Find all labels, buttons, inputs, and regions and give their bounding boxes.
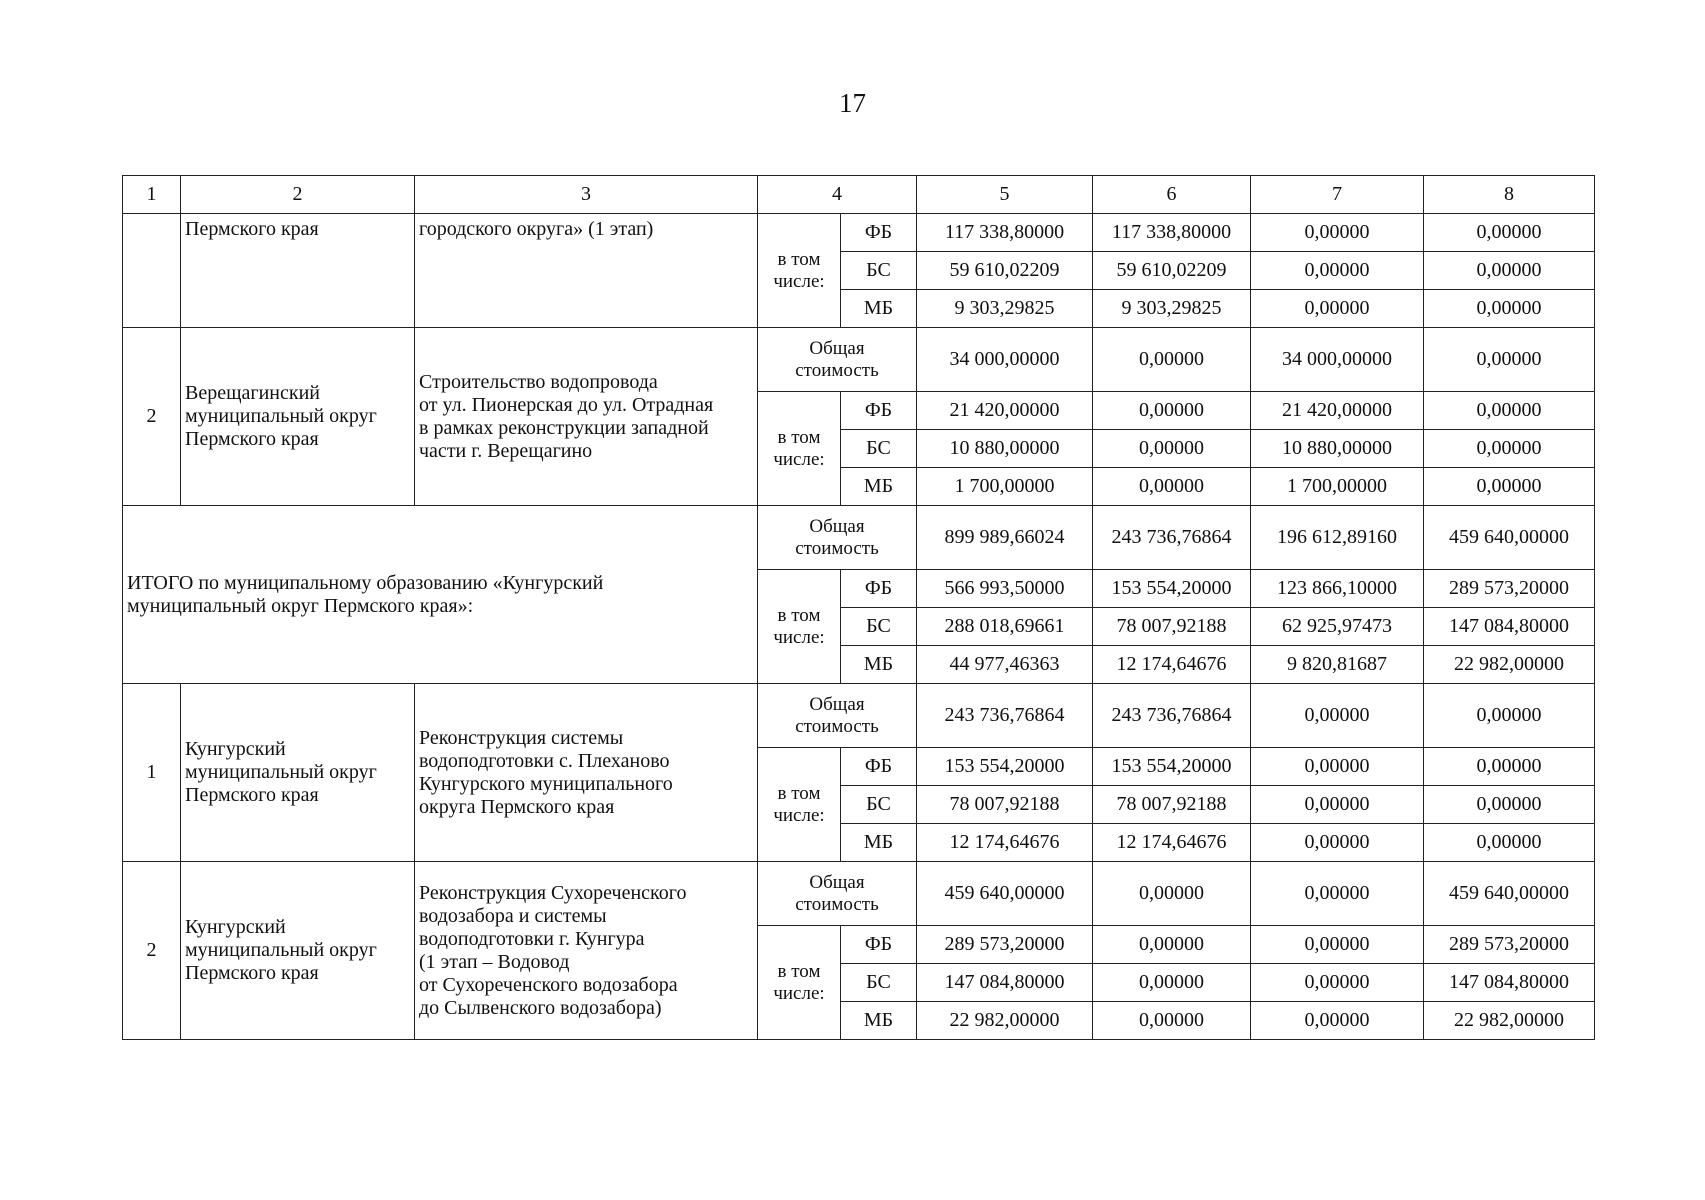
- value-cell: 196 612,89160: [1251, 506, 1424, 570]
- header-cell: 8: [1424, 176, 1595, 214]
- municipality-cell: Кунгурский муниципальный округ Пермского края: [181, 862, 415, 1040]
- table-row: [123, 862, 1595, 926]
- total-cost-label: Общая стоимость: [758, 506, 917, 570]
- value-cell: 78 007,92188: [1093, 608, 1251, 646]
- value-cell: 0,00000: [1093, 964, 1251, 1002]
- municipality-cell: Верещагинский муниципальный округ Пермского края: [181, 328, 415, 506]
- value-cell: 0,00000: [1424, 684, 1595, 748]
- row-number: [123, 214, 181, 328]
- value-cell: 289 573,20000: [917, 926, 1093, 964]
- value-cell: 0,00000: [1424, 786, 1595, 824]
- project-cell: Реконструкция системы водоподготовки с. Плеханово Кунгурского муниципального округа Пермского края: [415, 684, 758, 862]
- fund-label-bs: БС: [841, 608, 917, 646]
- value-cell: 22 982,00000: [1424, 646, 1595, 684]
- value-cell: 289 573,20000: [1424, 926, 1595, 964]
- value-cell: 21 420,00000: [1251, 392, 1424, 430]
- page-number: 17: [839, 88, 866, 118]
- header-cell: 1: [123, 176, 181, 214]
- value-cell: 0,00000: [1424, 824, 1595, 862]
- value-cell: 78 007,92188: [917, 786, 1093, 824]
- value-cell: 22 982,00000: [917, 1002, 1093, 1040]
- value-cell: 0,00000: [1251, 290, 1424, 328]
- value-cell: 0,00000: [1251, 824, 1424, 862]
- value-cell: 12 174,64676: [917, 824, 1093, 862]
- value-cell: 0,00000: [1424, 430, 1595, 468]
- value-cell: 0,00000: [1093, 392, 1251, 430]
- value-cell: 9 303,29825: [917, 290, 1093, 328]
- value-cell: 153 554,20000: [1093, 748, 1251, 786]
- value-cell: 147 084,80000: [1424, 608, 1595, 646]
- value-cell: 123 866,10000: [1251, 570, 1424, 608]
- value-cell: 459 640,00000: [1424, 862, 1595, 926]
- value-cell: 153 554,20000: [1093, 570, 1251, 608]
- value-cell: 22 982,00000: [1424, 1002, 1595, 1040]
- value-cell: 288 018,69661: [917, 608, 1093, 646]
- value-cell: 34 000,00000: [1251, 328, 1424, 392]
- total-label: ИТОГО по муниципальному образованию «Кунгурский муниципальный округ Пермского края»:: [123, 506, 758, 684]
- value-cell: 0,00000: [1424, 392, 1595, 430]
- value-cell: 153 554,20000: [917, 748, 1093, 786]
- total-cost-label: Общая стоимость: [758, 684, 917, 748]
- value-cell: 12 174,64676: [1093, 824, 1251, 862]
- value-cell: 1 700,00000: [917, 468, 1093, 506]
- value-cell: 0,00000: [1251, 1002, 1424, 1040]
- value-cell: 0,00000: [1424, 748, 1595, 786]
- value-cell: 0,00000: [1093, 926, 1251, 964]
- row-number: 2: [123, 328, 181, 506]
- table-row: [123, 506, 1595, 570]
- value-cell: 0,00000: [1251, 786, 1424, 824]
- budget-table: [122, 175, 1595, 1040]
- value-cell: 62 925,97473: [1251, 608, 1424, 646]
- value-cell: 899 989,66024: [917, 506, 1093, 570]
- fund-label-bs: БС: [841, 964, 917, 1002]
- value-cell: 459 640,00000: [917, 862, 1093, 926]
- header-cell: 2: [181, 176, 415, 214]
- fund-label-fb: ФБ: [841, 570, 917, 608]
- value-cell: 10 880,00000: [1251, 430, 1424, 468]
- value-cell: 0,00000: [1251, 964, 1424, 1002]
- value-cell: 0,00000: [1093, 328, 1251, 392]
- including-label: в том числе:: [758, 748, 841, 862]
- value-cell: 10 880,00000: [917, 430, 1093, 468]
- municipality-cell: Пермского края: [181, 214, 415, 328]
- fund-label-fb: ФБ: [841, 392, 917, 430]
- municipality-cell: Кунгурский муниципальный округ Пермского края: [181, 684, 415, 862]
- table-row: [123, 684, 1595, 748]
- value-cell: 243 736,76864: [1093, 684, 1251, 748]
- table-row: [123, 328, 1595, 392]
- fund-label-bs: БС: [841, 430, 917, 468]
- header-cell: 6: [1093, 176, 1251, 214]
- value-cell: 0,00000: [1424, 290, 1595, 328]
- value-cell: 34 000,00000: [917, 328, 1093, 392]
- value-cell: 0,00000: [1251, 214, 1424, 252]
- including-label: в том числе:: [758, 214, 841, 328]
- fund-label-mb: МБ: [841, 824, 917, 862]
- value-cell: 117 338,80000: [1093, 214, 1251, 252]
- including-label: в том числе:: [758, 570, 841, 684]
- value-cell: 0,00000: [1251, 862, 1424, 926]
- project-cell: Строительство водопровода от ул. Пионерская до ул. Отрадная в рамках реконструкции западной части г. Верещагино: [415, 328, 758, 506]
- fund-label-fb: ФБ: [841, 214, 917, 252]
- value-cell: 59 610,02209: [917, 252, 1093, 290]
- total-cost-label: Общая стоимость: [758, 328, 917, 392]
- value-cell: 243 736,76864: [1093, 506, 1251, 570]
- fund-label-fb: ФБ: [841, 748, 917, 786]
- value-cell: 289 573,20000: [1424, 570, 1595, 608]
- fund-label-fb: ФБ: [841, 926, 917, 964]
- including-label: в том числе:: [758, 926, 841, 1040]
- header-cell: 3: [415, 176, 758, 214]
- value-cell: 147 084,80000: [1424, 964, 1595, 1002]
- fund-label-mb: МБ: [841, 468, 917, 506]
- row-number: 2: [123, 862, 181, 1040]
- including-label: в том числе:: [758, 392, 841, 506]
- header-cell: 4: [758, 176, 917, 214]
- value-cell: 243 736,76864: [917, 684, 1093, 748]
- header-cell: 7: [1251, 176, 1424, 214]
- project-cell: Реконструкция Сухореченского водозабора и системы водоподготовки г. Кунгура (1 этап – Водовод от Сухореченского водозабора до Сылвенского водозабора): [415, 862, 758, 1040]
- value-cell: 0,00000: [1251, 926, 1424, 964]
- value-cell: 0,00000: [1251, 252, 1424, 290]
- value-cell: 0,00000: [1093, 430, 1251, 468]
- value-cell: 59 610,02209: [1093, 252, 1251, 290]
- value-cell: 1 700,00000: [1251, 468, 1424, 506]
- fund-label-mb: МБ: [841, 646, 917, 684]
- value-cell: 44 977,46363: [917, 646, 1093, 684]
- fund-label-bs: БС: [841, 252, 917, 290]
- total-cost-label: Общая стоимость: [758, 862, 917, 926]
- value-cell: 9 303,29825: [1093, 290, 1251, 328]
- value-cell: 0,00000: [1424, 252, 1595, 290]
- value-cell: 0,00000: [1424, 328, 1595, 392]
- value-cell: 566 993,50000: [917, 570, 1093, 608]
- value-cell: 147 084,80000: [917, 964, 1093, 1002]
- value-cell: 459 640,00000: [1424, 506, 1595, 570]
- value-cell: 0,00000: [1251, 684, 1424, 748]
- value-cell: 0,00000: [1093, 468, 1251, 506]
- project-cell: городского округа» (1 этап): [415, 214, 758, 328]
- value-cell: 0,00000: [1424, 468, 1595, 506]
- value-cell: 0,00000: [1251, 748, 1424, 786]
- table-row: [123, 214, 1595, 252]
- value-cell: 78 007,92188: [1093, 786, 1251, 824]
- row-number: 1: [123, 684, 181, 862]
- value-cell: 9 820,81687: [1251, 646, 1424, 684]
- value-cell: 0,00000: [1093, 862, 1251, 926]
- header-cell: 5: [917, 176, 1093, 214]
- value-cell: 117 338,80000: [917, 214, 1093, 252]
- header-row: [123, 176, 1595, 214]
- fund-label-mb: МБ: [841, 290, 917, 328]
- fund-label-bs: БС: [841, 786, 917, 824]
- fund-label-mb: МБ: [841, 1002, 917, 1040]
- value-cell: 0,00000: [1424, 214, 1595, 252]
- value-cell: 21 420,00000: [917, 392, 1093, 430]
- value-cell: 12 174,64676: [1093, 646, 1251, 684]
- value-cell: 0,00000: [1093, 1002, 1251, 1040]
